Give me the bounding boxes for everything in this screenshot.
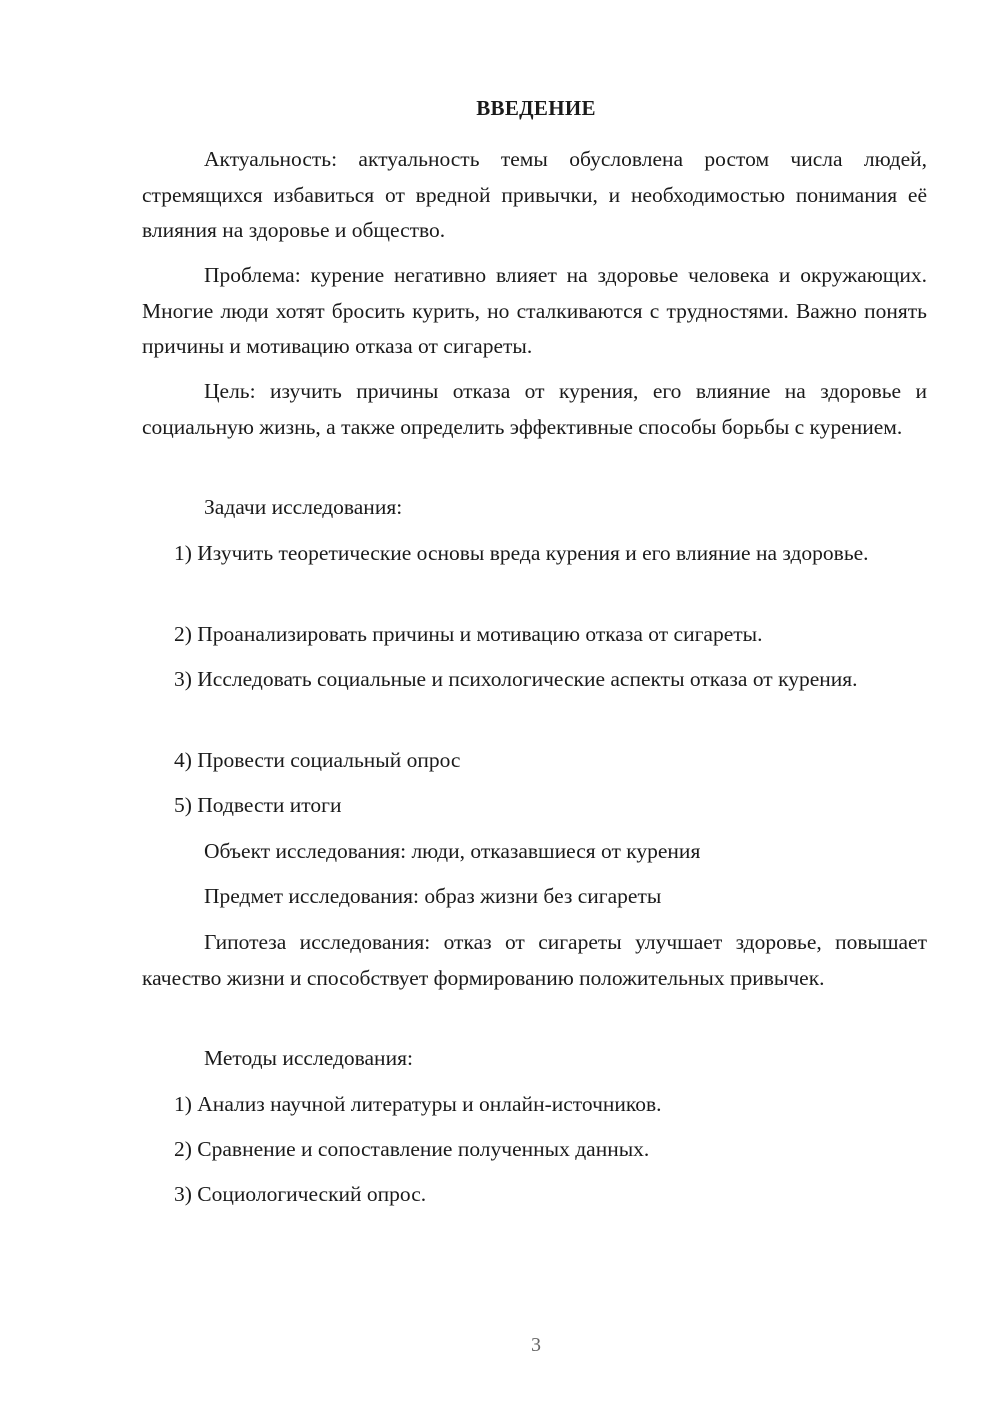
methods-heading: Методы исследования: <box>204 1046 413 1070</box>
task-item-1: 1) Изучить теоретические основы вреда курения и его влияние на здоровье. <box>174 541 869 565</box>
task-item-3: 3) Исследовать социальные и психологические аспекты отказа от курения. <box>174 667 858 691</box>
goal-paragraph: Цель: изучить причины отказа от курения, его влияние на здоровье и социальную жизнь, а также определить эффективные способы борьбы с курением. <box>142 379 927 439</box>
relevance-paragraph: Актуальность: актуальность темы обусловлена ростом числа людей, стремящихся избавиться от вредной привычки, и необходимостью понимания её влияния на здоровье и общество. <box>142 147 927 242</box>
page-number: 3 <box>531 1334 541 1356</box>
subject-paragraph: Предмет исследования: образ жизни без сигареты <box>204 884 662 908</box>
method-item-1: 1) Анализ научной литературы и онлайн-источников. <box>174 1092 662 1116</box>
method-item-3: 3) Социологический опрос. <box>174 1182 427 1206</box>
tasks-heading: Задачи исследования: <box>204 495 403 519</box>
task-item-2: 2) Проанализировать причины и мотивацию отказа от сигареты. <box>174 622 763 646</box>
task-item-4: 4) Провести социальный опрос <box>174 748 461 772</box>
hypothesis-paragraph: Гипотеза исследования: отказ от сигареты улучшает здоровье, повышает качество жизни и способствует формированию положительных привычек. <box>142 930 927 990</box>
object-paragraph: Объект исследования: люди, отказавшиеся от курения <box>204 839 701 863</box>
method-item-2: 2) Сравнение и сопоставление полученных данных. <box>174 1137 650 1161</box>
task-item-5: 5) Подвести итоги <box>174 793 342 817</box>
problem-paragraph: Проблема: курение негативно влияет на здоровье человека и окружающих. Многие люди хотят бросить курить, но сталкиваются с трудностями. Важно понять причины и мотивацию отказа от сигареты. <box>142 263 927 358</box>
page-heading: ВВЕДЕНИЕ <box>476 96 596 120</box>
